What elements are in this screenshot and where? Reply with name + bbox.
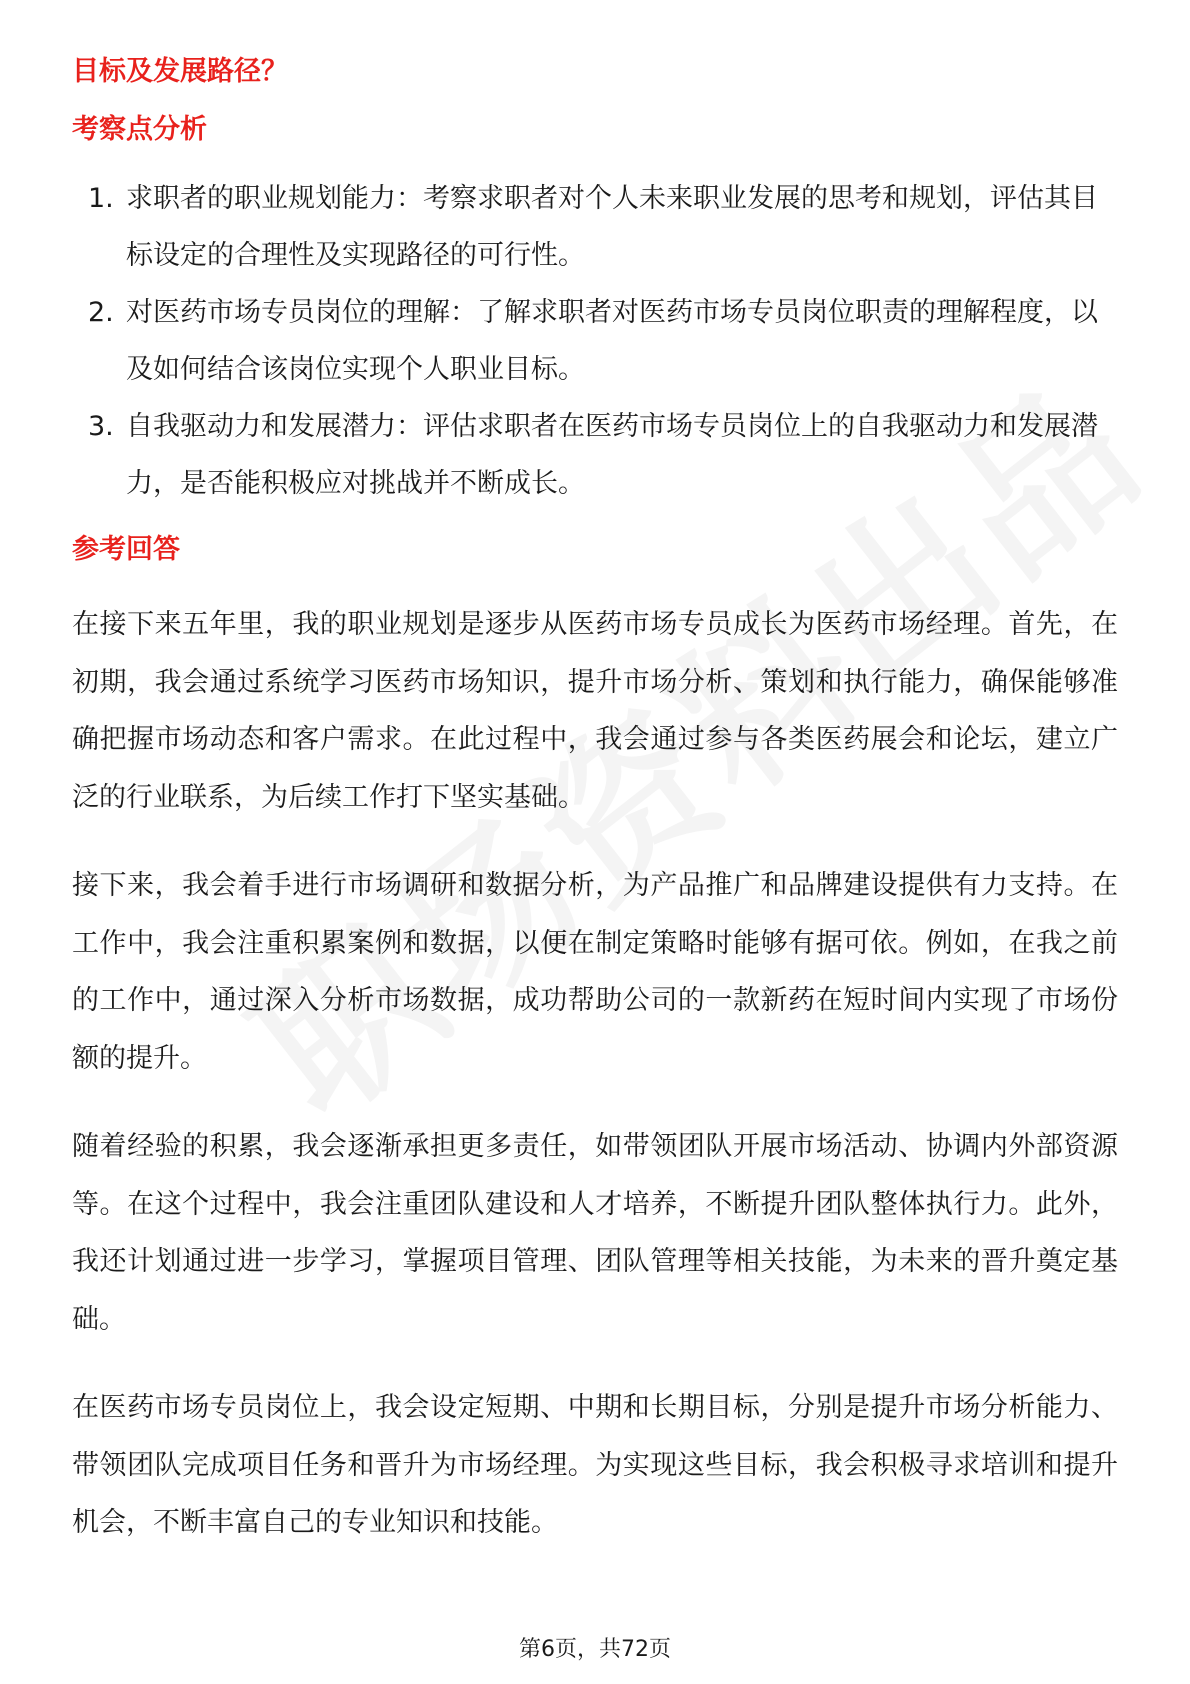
answer-paragraph: 在接下来五年里，我的职业规划是逐步从医药市场专员成长为医药市场经理。首先，在初期，我会通过系统学习医药市场知识，提升市场分析、策划和执行能力，确保能够准确把握市场动态和客户需求。在此过程中，我会通过参与各类医药展会和论坛，建立广泛的行业联系，为后续工作打下坚实基础。	[72, 609, 1118, 813]
list-item-text: 对医药市场专员岗位的理解：了解求职者对医药市场专员岗位职责的理解程度，以及如何结合该岗位实现个人职业目标。	[126, 297, 1098, 385]
list-item	[72, 170, 1118, 284]
list-item	[72, 284, 1118, 398]
list-item-text: 求职者的职业规划能力：考察求职者对个人未来职业发展的思考和规划，评估其目标设定的合理性及实现路径的可行性。	[126, 183, 1098, 271]
answer-paragraph: 接下来，我会着手进行市场调研和数据分析，为产品推广和品牌建设提供有力支持。在工作中，我会注重积累案例和数据，以便在制定策略时能够有据可依。例如，在我之前的工作中，通过深入分析市场数据，成功帮助公司的一款新药在短时间内实现了市场份额的提升。	[72, 870, 1118, 1074]
section-heading-analysis: 考察点分析	[72, 114, 207, 145]
document-page	[72, 52, 1118, 1583]
question-title: 目标及发展路径？	[72, 56, 288, 87]
answer-paragraph: 在医药市场专员岗位上，我会设定短期、中期和长期目标，分别是提升市场分析能力、带领团队完成项目任务和晋升为市场经理。为实现这些目标，我会积极寻求培训和提升机会，不断丰富自己的专业知识和技能。	[72, 1392, 1118, 1538]
list-item-number: 1.	[88, 183, 114, 214]
answer-paragraph: 随着经验的积累，我会逐渐承担更多责任，如带领团队开展市场活动、协调内外部资源等。在这个过程中，我会注重团队建设和人才培养，不断提升团队整体执行力。此外，我还计划通过进一步学习，掌握项目管理、团队管理等相关技能，为未来的晋升奠定基础。	[72, 1131, 1118, 1335]
analysis-points-list	[72, 170, 1118, 512]
list-item-text: 自我驱动力和发展潜力：评估求职者在医药市场专员岗位上的自我驱动力和发展潜力，是否能积极应对挑战并不断成长。	[126, 411, 1098, 499]
page-number-footer: 第6页，共72页	[519, 1637, 671, 1662]
list-item-number: 2.	[88, 297, 114, 328]
list-item	[72, 398, 1118, 512]
section-heading-answer: 参考回答	[72, 534, 180, 565]
list-item-number: 3.	[88, 411, 114, 442]
